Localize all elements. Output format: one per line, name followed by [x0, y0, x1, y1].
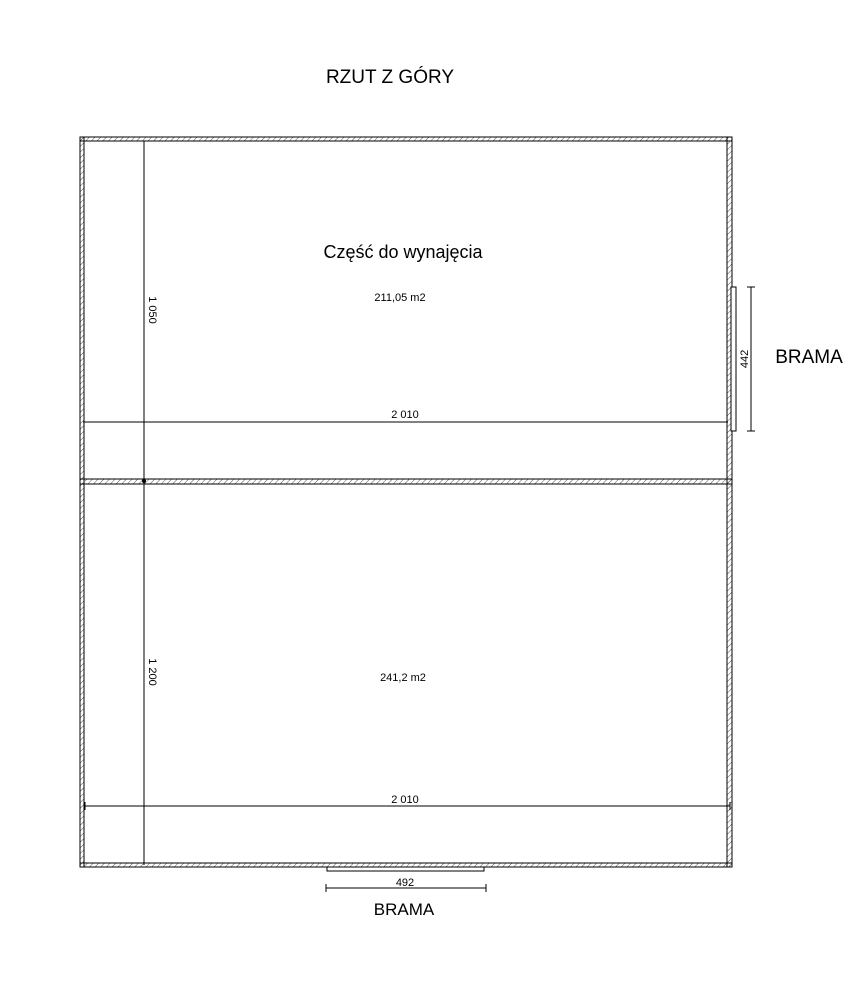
upper-room-label: Część do wynajęcia [323, 242, 483, 262]
bottom-gate-label: BRAMA [373, 900, 435, 919]
upper-room-width-label: 2 010 [391, 409, 419, 421]
upper-room-area: 211,05 m2 [374, 292, 426, 304]
lower-room-height-label: 1 200 [146, 658, 158, 686]
lower-room-area: 241,2 m2 [380, 672, 426, 684]
side-gate [731, 287, 843, 431]
side-gate-dim: 442 [739, 349, 751, 369]
partition-wall [80, 479, 732, 484]
vertical-dimensions [140, 141, 158, 865]
bottom-gate-dim: 492 [395, 877, 415, 889]
bottom-gate [326, 867, 486, 919]
upper-room [323, 242, 483, 304]
lower-room-width-label: 2 010 [391, 794, 419, 806]
lower-room [380, 672, 426, 684]
upper-room-height-label: 1 050 [146, 296, 158, 324]
horizontal-dimensions [83, 409, 730, 810]
side-gate-label: BRAMA [775, 347, 843, 368]
plan-title: RZUT Z GÓRY [325, 67, 455, 88]
